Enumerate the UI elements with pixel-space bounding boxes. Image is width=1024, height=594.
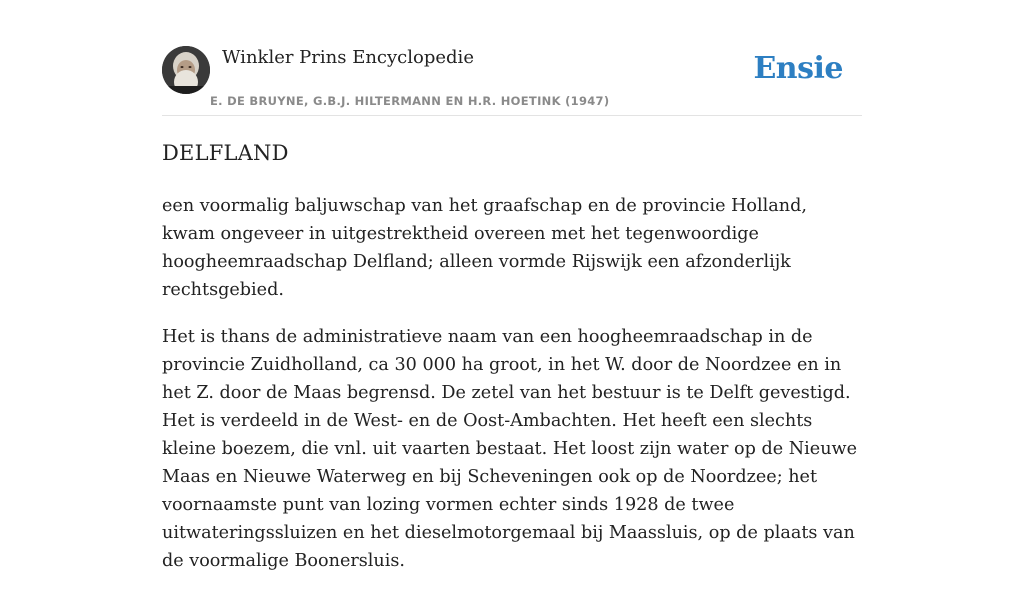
portrait-image: [162, 46, 210, 94]
article-paragraph-2: Het is thans de administratieve naam van een hoogheemraadschap in de provincie Zuidholland, ca 30 000 ha groot, in het W. door de Noordzee en in het Z. door de Maas begrensd. De zetel van het bestuur is te Delft gevestigd. Het is verdeeld in de West- en de Oost-Ambachten. Het heeft een slechts kleine boezem, die vnl. uit vaarten bestaat. Het loost zijn water op de Nieuwe Maas en Nieuwe Waterweg en bij Scheveningen ook op de Noordzee; het voornaamste punt van lozing vormen echter sinds 1928 de twee uitwateringssluizen en het dieselmotorgemaal bij Maassluis, op de plaats van de voormalige Boonersluis.: [162, 327, 857, 571]
ensie-logo[interactable]: Ensie: [753, 51, 843, 86]
page-header: [162, 46, 862, 116]
article-paragraph-1: een voormalig baljuwschap van het graafschap en de provincie Holland, kwam ongeveer in uitgestrektheid overeen met het tegenwoordige hoogheemraadschap Delfland; alleen vormde Rijswijk een afzonderlijk rechtsgebied.: [162, 196, 807, 300]
article-title: DELFLAND: [162, 141, 289, 165]
authors-line: E. DE BRUYNE, G.B.J. HILTERMANN EN H.R. HOETINK (1947): [210, 94, 610, 108]
header-divider: [162, 115, 862, 116]
encyclopedia-name[interactable]: Winkler Prins Encyclopedie: [222, 47, 474, 68]
author-portrait-avatar[interactable]: [162, 46, 210, 94]
article-body: [162, 192, 862, 594]
